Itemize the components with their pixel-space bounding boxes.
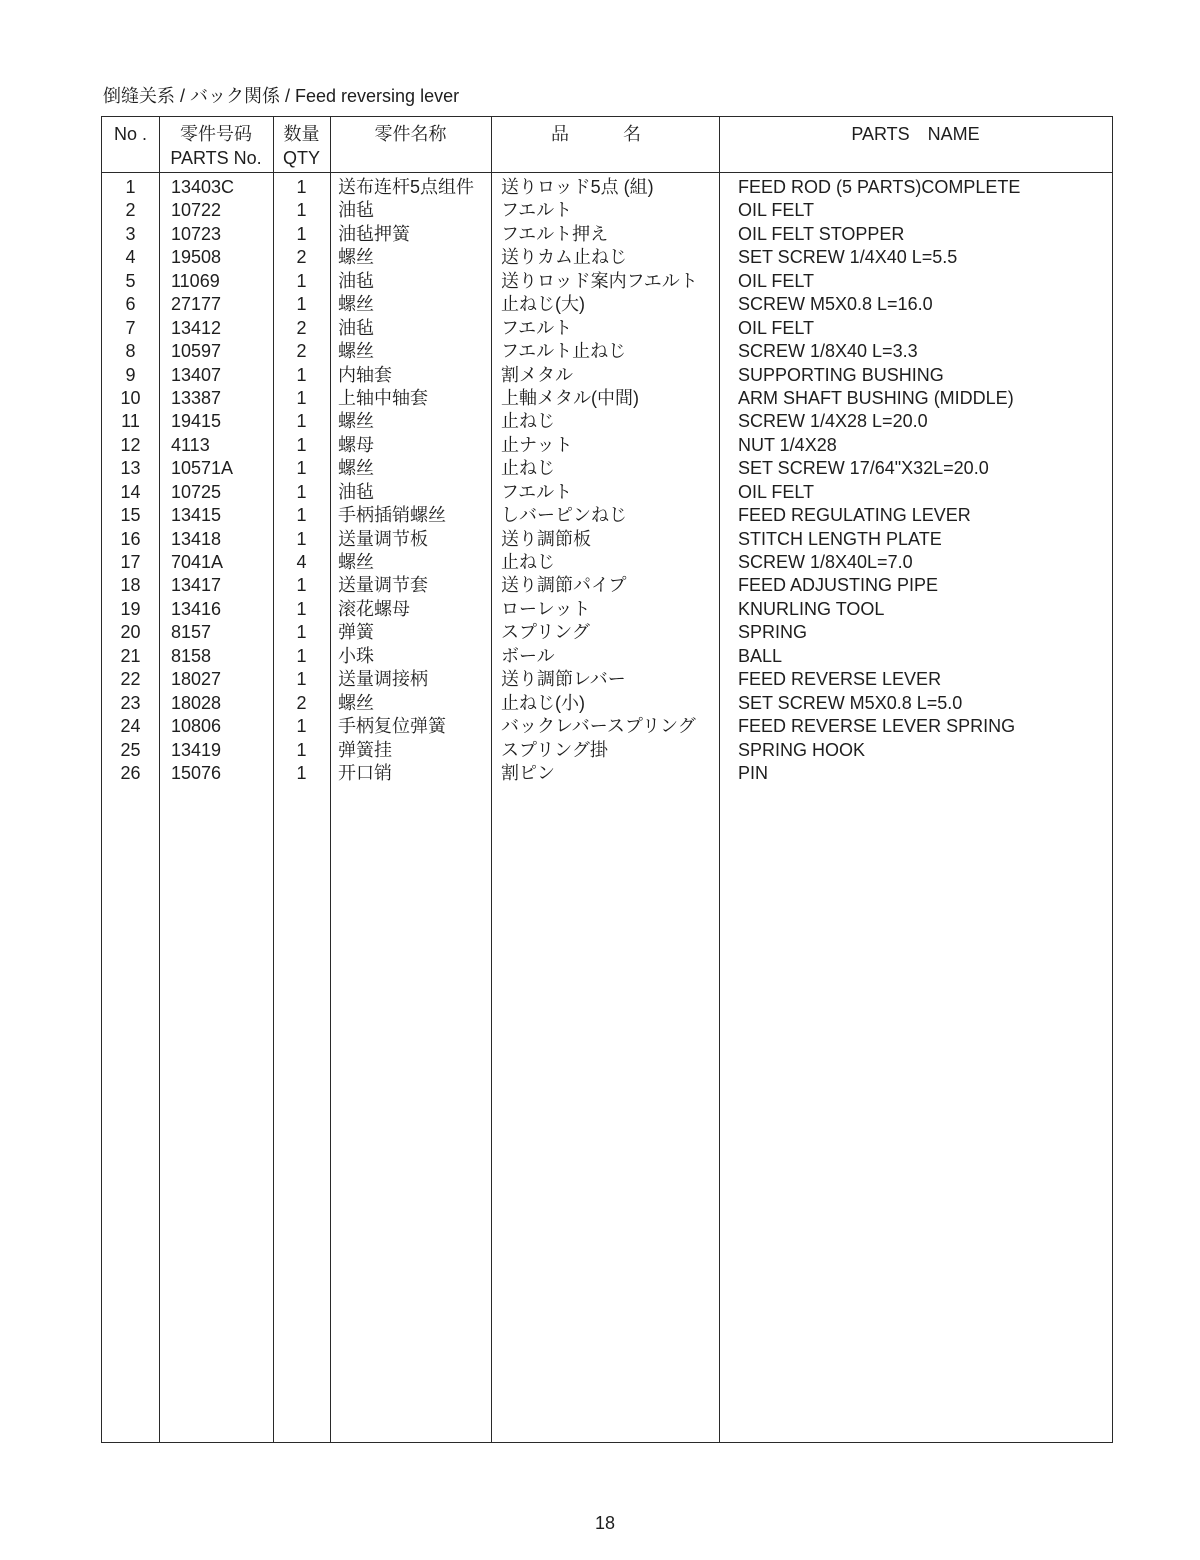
page-title: 倒缝关系 / バック関係 / Feed reversing lever <box>103 86 460 106</box>
cell-name-jp: ボール <box>501 645 555 666</box>
cell-name-cn: 螺母 <box>338 434 374 455</box>
cell-no: 10 <box>120 387 141 408</box>
cell-part-no: 7041A <box>171 552 224 572</box>
header-name-cn: 零件名称 <box>374 124 447 144</box>
cell-no: 2 <box>125 200 136 221</box>
cell-name-jp: 止ねじ(小) <box>501 692 585 713</box>
cell-part-no: 4113 <box>171 434 210 455</box>
cell-part-no: 10725 <box>171 481 222 502</box>
cell-qty: 2 <box>296 317 307 338</box>
cell-name-jp: 止ナット <box>501 434 573 455</box>
cell-name-cn: 螺丝 <box>338 692 374 713</box>
table-row <box>102 621 1112 644</box>
cell-part-no: 13407 <box>171 364 222 385</box>
cell-qty: 2 <box>296 692 307 713</box>
cell-part-no: 27177 <box>171 294 222 315</box>
cell-part-no: 13417 <box>171 575 222 596</box>
table-row <box>102 293 1112 316</box>
cell-part-no: 10571A <box>171 458 234 479</box>
cell-no: 22 <box>120 669 141 690</box>
cell-name-cn: 手柄复位弹簧 <box>338 716 446 737</box>
cell-name-cn: 开口销 <box>338 762 392 783</box>
cell-part-no: 13412 <box>171 317 222 338</box>
cell-name-jp: フエルト <box>501 317 573 338</box>
cell-name-en: SCREW 1/4X28 L=20.0 <box>738 411 928 432</box>
cell-qty: 1 <box>296 762 307 783</box>
cell-name-jp: 送りカム止ねじ <box>501 247 627 268</box>
cell-name-cn: 送量调节板 <box>338 528 428 549</box>
cell-no: 8 <box>125 341 136 362</box>
cell-name-jp: 割メタル <box>501 364 573 385</box>
cell-name-en: FEED ROD (5 PARTS)COMPLETE <box>738 177 1021 197</box>
cell-qty: 1 <box>296 669 307 690</box>
cell-name-cn: 小珠 <box>338 645 374 666</box>
cell-name-jp: スプリング掛 <box>501 739 608 760</box>
cell-qty: 1 <box>296 739 307 760</box>
cell-name-cn: 螺丝 <box>338 294 374 315</box>
cell-name-jp: しバーピンねじ <box>501 505 627 526</box>
cell-part-no: 19508 <box>171 247 222 268</box>
table-row <box>102 528 1112 551</box>
cell-no: 13 <box>120 458 141 479</box>
cell-qty: 1 <box>296 481 307 502</box>
table-body <box>102 176 1112 785</box>
cell-name-cn: 螺丝 <box>338 458 374 479</box>
cell-part-no: 10723 <box>171 223 222 244</box>
cell-name-jp: 送り調節板 <box>501 528 591 549</box>
cell-no: 25 <box>120 739 141 760</box>
header-name-jp: 品 名 <box>551 124 641 144</box>
cell-name-en: SET SCREW 17/64"X32L=20.0 <box>738 458 989 479</box>
cell-name-cn: 手柄插销螺丝 <box>338 505 446 526</box>
cell-no: 26 <box>120 762 141 783</box>
parts-table <box>101 116 1113 1443</box>
cell-name-jp: 送り調節パイプ <box>501 575 627 596</box>
cell-qty: 1 <box>296 528 307 549</box>
cell-name-en: NUT 1/4X28 <box>738 434 837 455</box>
cell-name-en: FEED REVERSE LEVER SPRING <box>738 716 1016 737</box>
table-row <box>102 434 1112 457</box>
cell-name-en: OIL FELT STOPPER <box>738 223 905 244</box>
cell-name-en: SUPPORTING BUSHING <box>738 364 944 385</box>
cell-qty: 1 <box>296 645 307 666</box>
cell-part-no: 13416 <box>171 598 222 619</box>
header-parts-no-en: PARTS No. <box>170 148 262 168</box>
cell-part-no: 13419 <box>171 739 222 760</box>
cell-qty: 4 <box>296 552 307 572</box>
table-row <box>102 223 1112 246</box>
cell-qty: 1 <box>296 505 307 526</box>
cell-qty: 1 <box>296 458 307 479</box>
table-row <box>102 762 1112 785</box>
cell-no: 6 <box>125 294 136 315</box>
cell-part-no: 13415 <box>171 505 222 526</box>
table-row <box>102 199 1112 222</box>
cell-name-en: SCREW M5X0.8 L=16.0 <box>738 294 933 315</box>
cell-no: 16 <box>120 528 141 549</box>
cell-no: 3 <box>125 223 136 244</box>
cell-name-jp: 止ねじ <box>501 411 555 432</box>
cell-qty: 1 <box>296 364 307 385</box>
cell-name-jp: フエルト押え <box>501 223 609 244</box>
cell-no: 4 <box>125 247 136 268</box>
cell-qty: 1 <box>296 575 307 596</box>
cell-part-no: 13418 <box>171 528 222 549</box>
cell-name-cn: 油毡 <box>338 270 374 291</box>
table-row <box>102 176 1112 199</box>
cell-name-en: OIL FELT <box>738 317 815 338</box>
cell-name-cn: 螺丝 <box>338 411 374 432</box>
table-row <box>102 668 1112 691</box>
cell-no: 9 <box>125 364 136 385</box>
cell-qty: 1 <box>296 294 307 315</box>
cell-part-no: 19415 <box>171 411 222 432</box>
header-no: No . <box>113 124 147 144</box>
cell-qty: 1 <box>296 387 307 408</box>
cell-name-cn: 弹簧挂 <box>338 739 392 760</box>
cell-part-no: 13403C <box>171 177 235 197</box>
table-row <box>102 551 1112 574</box>
cell-no: 24 <box>120 716 141 737</box>
cell-name-en: SPRING HOOK <box>738 739 866 760</box>
table-row <box>102 270 1112 293</box>
cell-name-en: FEED REGULATING LEVER <box>738 505 971 526</box>
cell-part-no: 13387 <box>171 387 222 408</box>
cell-name-cn: 送布连杆5点组件 <box>338 177 475 197</box>
cell-name-jp: 送りロッド案内フエルト <box>501 270 698 291</box>
cell-name-en: OIL FELT <box>738 270 815 291</box>
cell-qty: 1 <box>296 716 307 737</box>
cell-name-en: STITCH LENGTH PLATE <box>738 528 942 549</box>
table-row <box>102 692 1112 715</box>
cell-name-en: FEED REVERSE LEVER <box>738 669 942 690</box>
table-row <box>102 457 1112 480</box>
table-row <box>102 481 1112 504</box>
cell-name-cn: 滚花螺母 <box>338 598 410 619</box>
cell-no: 11 <box>121 411 140 432</box>
cell-no: 1 <box>125 177 136 197</box>
cell-no: 15 <box>120 505 141 526</box>
cell-name-cn: 内轴套 <box>338 364 392 385</box>
cell-part-no: 10597 <box>171 341 222 362</box>
cell-name-cn: 弹簧 <box>338 622 374 643</box>
cell-name-jp: 止ねじ <box>501 458 555 479</box>
cell-name-en: OIL FELT <box>738 200 815 221</box>
cell-no: 12 <box>120 434 141 455</box>
cell-part-no: 18027 <box>171 669 222 690</box>
cell-name-jp: 止ねじ(大) <box>501 294 585 315</box>
cell-name-jp: フエルト止ねじ <box>501 341 627 362</box>
cell-name-cn: 送量调接柄 <box>338 669 428 690</box>
cell-part-no: 15076 <box>171 762 222 783</box>
cell-name-jp: フエルト <box>501 481 573 502</box>
cell-name-jp: フエルト <box>501 200 573 221</box>
cell-no: 18 <box>120 575 141 596</box>
cell-name-cn: 油毡 <box>338 200 374 221</box>
cell-part-no: 8157 <box>171 622 212 643</box>
cell-no: 23 <box>120 692 141 713</box>
header-qty-cn: 数量 <box>283 124 320 144</box>
cell-no: 5 <box>125 270 136 291</box>
table-row <box>102 504 1112 527</box>
table-row <box>102 598 1112 621</box>
cell-no: 14 <box>120 481 141 502</box>
cell-qty: 1 <box>296 200 307 221</box>
cell-name-en: SPRING <box>738 622 808 643</box>
cell-qty: 1 <box>296 434 307 455</box>
cell-name-en: OIL FELT <box>738 481 815 502</box>
cell-name-en: KNURLING TOOL <box>738 598 885 619</box>
table-row <box>102 340 1112 363</box>
cell-name-jp: 割ピン <box>501 762 555 783</box>
cell-name-jp: 止ねじ <box>501 552 555 572</box>
cell-qty: 1 <box>296 598 307 619</box>
cell-name-cn: 油毡 <box>338 317 374 338</box>
cell-name-en: FEED ADJUSTING PIPE <box>738 575 939 596</box>
cell-part-no: 11069 <box>171 270 220 291</box>
table-row <box>102 739 1112 762</box>
cell-qty: 1 <box>296 177 307 197</box>
cell-name-cn: 油毡押簧 <box>338 223 410 244</box>
cell-name-cn: 螺丝 <box>338 247 374 268</box>
cell-no: 7 <box>125 317 136 338</box>
header-qty-en: QTY <box>282 148 320 168</box>
table-row <box>102 645 1112 668</box>
cell-no: 17 <box>120 552 141 572</box>
cell-name-cn: 螺丝 <box>338 341 374 362</box>
cell-part-no: 10806 <box>171 716 222 737</box>
cell-no: 19 <box>120 598 141 619</box>
cell-name-en: SET SCREW 1/4X40 L=5.5 <box>738 247 958 268</box>
cell-name-jp: ローレット <box>501 598 591 619</box>
table-row <box>102 246 1112 269</box>
table-row <box>102 574 1112 597</box>
cell-no: 21 <box>120 645 141 666</box>
cell-name-jp: 送り調節レバー <box>501 669 626 690</box>
table-row <box>102 715 1112 738</box>
table-row <box>102 387 1112 410</box>
cell-name-jp: バックレバースプリング <box>501 716 696 737</box>
cell-name-jp: 上軸メタル(中間) <box>501 387 639 408</box>
table-row <box>102 410 1112 433</box>
table-row <box>102 317 1112 340</box>
cell-part-no: 8158 <box>171 645 212 666</box>
cell-name-cn: 上轴中轴套 <box>338 387 428 408</box>
cell-name-en: BALL <box>738 645 783 666</box>
cell-part-no: 18028 <box>171 692 222 713</box>
header-parts-no-cn: 零件号码 <box>180 124 252 144</box>
cell-qty: 2 <box>296 247 307 268</box>
header-divider <box>102 172 1112 173</box>
cell-name-en: SET SCREW M5X0.8 L=5.0 <box>738 692 963 713</box>
cell-name-cn: 螺丝 <box>338 552 374 572</box>
cell-qty: 1 <box>296 223 307 244</box>
page-number: 18 <box>594 1513 616 1533</box>
cell-qty: 1 <box>296 270 307 291</box>
cell-no: 20 <box>120 622 141 643</box>
cell-qty: 1 <box>296 622 307 643</box>
cell-qty: 2 <box>296 341 307 362</box>
cell-name-jp: スプリング <box>501 622 590 643</box>
cell-name-en: PIN <box>738 762 769 783</box>
cell-name-en: SCREW 1/8X40L=7.0 <box>738 552 913 572</box>
header-name-en: PARTS NAME <box>851 124 980 144</box>
cell-qty: 1 <box>296 411 307 432</box>
cell-name-jp: 送りロッド5点 (組) <box>501 177 654 197</box>
cell-part-no: 10722 <box>171 200 222 221</box>
cell-name-cn: 油毡 <box>338 481 374 502</box>
cell-name-en: ARM SHAFT BUSHING (MIDDLE) <box>738 387 1014 408</box>
cell-name-cn: 送量调节套 <box>338 575 428 596</box>
table-row <box>102 364 1112 387</box>
cell-name-en: SCREW 1/8X40 L=3.3 <box>738 341 918 362</box>
